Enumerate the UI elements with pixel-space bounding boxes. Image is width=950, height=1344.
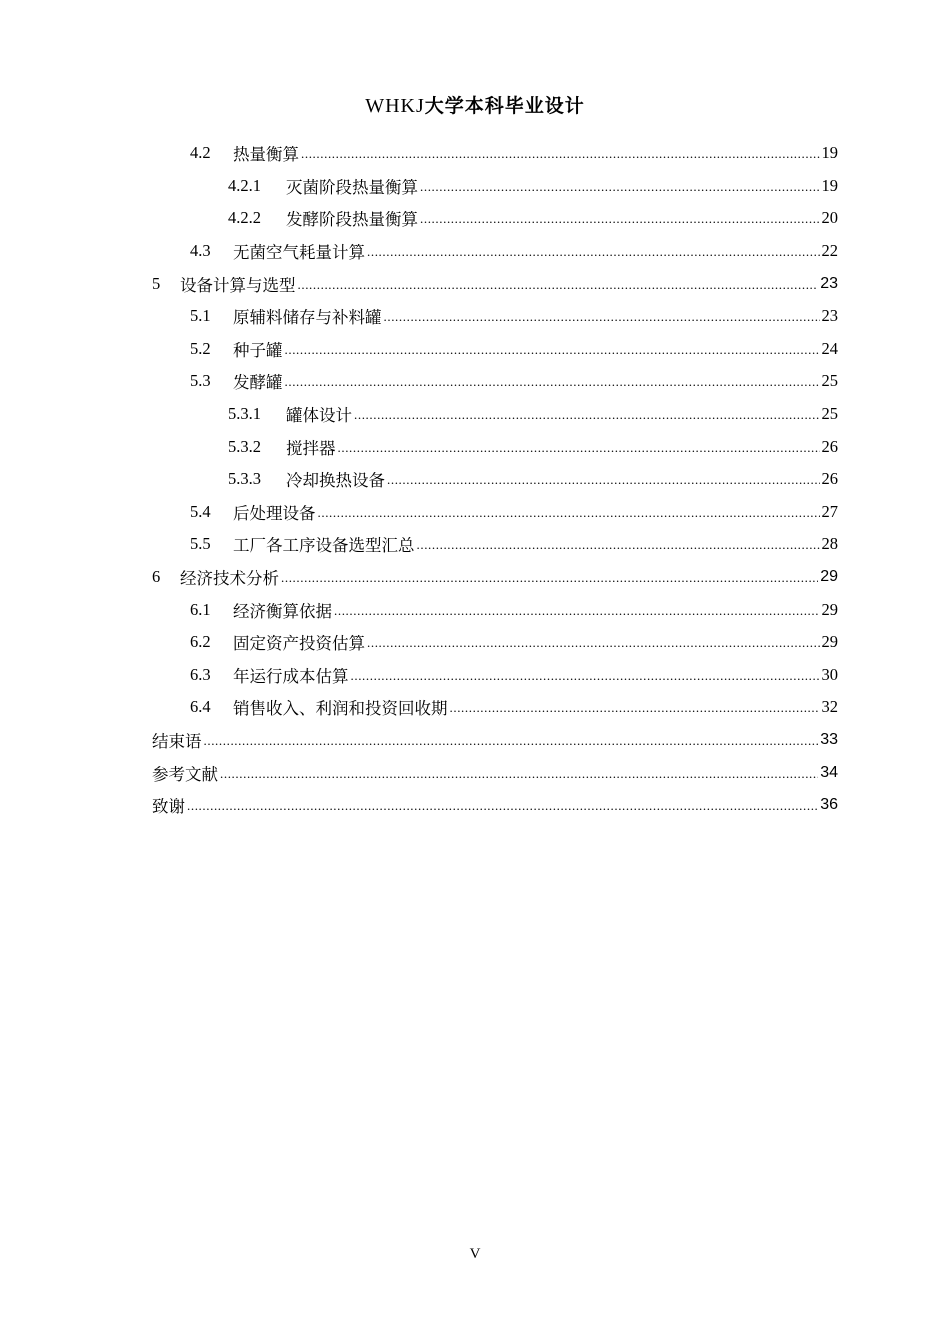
toc-entry[interactable]: [152, 333, 838, 366]
toc-entry-title: 经济衡算依据: [233, 601, 332, 621]
toc-entry-title: 无菌空气耗量计算: [233, 243, 365, 263]
toc-dot-leader: [204, 730, 819, 750]
toc-entry[interactable]: [152, 267, 838, 300]
toc-entry-title: 搅拌器: [286, 438, 336, 458]
toc-entry-number: 6.4: [190, 697, 211, 717]
toc-entry[interactable]: [152, 626, 838, 659]
page-number: V: [469, 1246, 481, 1262]
toc-entry-title: 灭菌阶段热量衡算: [286, 177, 418, 197]
toc-entry[interactable]: [152, 398, 838, 431]
toc-entry[interactable]: [152, 365, 838, 398]
toc-entry-title: 冷却换热设备: [286, 471, 385, 491]
toc-entry-number: 5.5: [190, 534, 211, 554]
toc-entry-number: 5.3.1: [228, 404, 261, 424]
toc-entry[interactable]: [152, 300, 838, 333]
toc-entry[interactable]: [152, 659, 838, 692]
toc-dot-leader: [187, 795, 818, 815]
toc-entry-page: 19: [821, 175, 838, 195]
toc-entry-title: 发酵阶段热量衡算: [286, 210, 418, 230]
toc-dot-leader: [417, 534, 820, 554]
toc-entry-title: 结束语: [152, 731, 202, 751]
toc-entry-title: 种子罐: [233, 340, 283, 360]
toc-entry-number: 5.3.2: [228, 436, 261, 456]
toc-entry-number: 4.3: [190, 241, 211, 261]
toc-entry-page: 29: [821, 599, 838, 619]
toc-dot-leader: [367, 632, 820, 652]
toc-entry-page: 26: [821, 436, 838, 456]
toc-entry-title: 销售收入、利润和投资回收期: [233, 699, 448, 719]
toc-entry-number: 4.2.1: [228, 175, 261, 195]
toc-entry[interactable]: [152, 463, 838, 496]
toc-entry-title: 致谢: [152, 797, 185, 817]
toc-entry-title: 经济技术分析: [180, 569, 279, 589]
toc-entry-number: 6: [152, 567, 161, 587]
toc-dot-leader: [338, 437, 820, 457]
toc-dot-leader: [351, 665, 820, 685]
toc-entry-number: 6.3: [190, 664, 211, 684]
header-title: 大学本科毕业设计: [424, 95, 585, 117]
toc-dot-leader: [450, 697, 820, 717]
toc-dot-leader: [281, 567, 818, 587]
toc-entry-title: 罐体设计: [286, 406, 352, 426]
toc-entry-page: 29: [820, 568, 838, 586]
toc-dot-leader: [318, 502, 820, 522]
toc-entry-number: 5.4: [190, 501, 211, 521]
toc-entry[interactable]: [152, 561, 838, 594]
toc-entry-page: 28: [821, 534, 838, 554]
toc-dot-leader: [285, 371, 820, 391]
toc-entry-page: 25: [821, 371, 838, 391]
toc-entry-title: 固定资产投资估算: [233, 634, 365, 654]
header-school-code: WHKJ: [365, 95, 425, 117]
toc-dot-leader: [220, 763, 818, 783]
toc-entry-page: 23: [821, 306, 838, 326]
toc-dot-leader: [298, 274, 819, 294]
toc-entry-number: 5: [152, 273, 161, 293]
toc-entry-number: 5.1: [190, 306, 211, 326]
toc-entry[interactable]: [152, 496, 838, 529]
toc-entry[interactable]: [152, 430, 838, 463]
toc-entry-title: 原辅料储存与补料罐: [233, 308, 382, 328]
toc-entry-page: 34: [820, 763, 838, 781]
toc-entry-number: 6.2: [190, 632, 211, 652]
toc-entry-title: 发酵罐: [233, 373, 283, 393]
toc-entry-number: 6.1: [190, 599, 211, 619]
toc-dot-leader: [285, 339, 820, 359]
toc-entry-title: 热量衡算: [233, 145, 299, 165]
toc-entry-number: 5.3: [190, 371, 211, 391]
toc-dot-leader: [367, 241, 820, 261]
toc-entry-page: 27: [821, 501, 838, 521]
toc-entry-title: 工厂各工序设备选型汇总: [233, 536, 415, 556]
toc-dot-leader: [420, 208, 820, 228]
toc-entry-page: 25: [821, 404, 838, 424]
table-of-contents: [152, 137, 838, 821]
toc-dot-leader: [387, 469, 820, 489]
toc-entry-number: 5.3.3: [228, 469, 261, 489]
toc-entry-page: 36: [820, 796, 838, 814]
toc-entry-page: 26: [821, 469, 838, 489]
toc-entry-page: 23: [820, 274, 838, 292]
toc-dot-leader: [384, 306, 820, 326]
page-header: [0, 94, 950, 118]
toc-entry-title: 设备计算与选型: [180, 275, 296, 295]
toc-entry-page: 32: [821, 697, 838, 717]
toc-entry-title: 后处理设备: [233, 503, 316, 523]
toc-entry[interactable]: [152, 202, 838, 235]
toc-entry-page: 24: [821, 338, 838, 358]
toc-entry[interactable]: [152, 528, 838, 561]
toc-entry[interactable]: [152, 789, 838, 822]
toc-dot-leader: [354, 404, 820, 424]
toc-entry-page: 30: [821, 664, 838, 684]
toc-entry[interactable]: [152, 593, 838, 626]
toc-entry-page: 33: [820, 730, 838, 748]
toc-entry-number: 5.2: [190, 338, 211, 358]
toc-entry-number: 4.2: [190, 143, 211, 163]
toc-entry-page: 20: [821, 208, 838, 228]
toc-entry[interactable]: [152, 691, 838, 724]
toc-entry[interactable]: [152, 170, 838, 203]
toc-dot-leader: [301, 143, 820, 163]
toc-entry[interactable]: [152, 235, 838, 268]
toc-entry[interactable]: [152, 756, 838, 789]
toc-entry[interactable]: [152, 137, 838, 170]
toc-entry-title: 参考文献: [152, 764, 218, 784]
toc-dot-leader: [420, 176, 820, 196]
toc-entry[interactable]: [152, 724, 838, 757]
toc-dot-leader: [334, 600, 820, 620]
toc-entry-page: 19: [821, 143, 838, 163]
toc-entry-number: 4.2.2: [228, 208, 261, 228]
toc-entry-page: 29: [821, 632, 838, 652]
toc-entry-page: 22: [821, 241, 838, 261]
toc-entry-title: 年运行成本估算: [233, 666, 349, 686]
